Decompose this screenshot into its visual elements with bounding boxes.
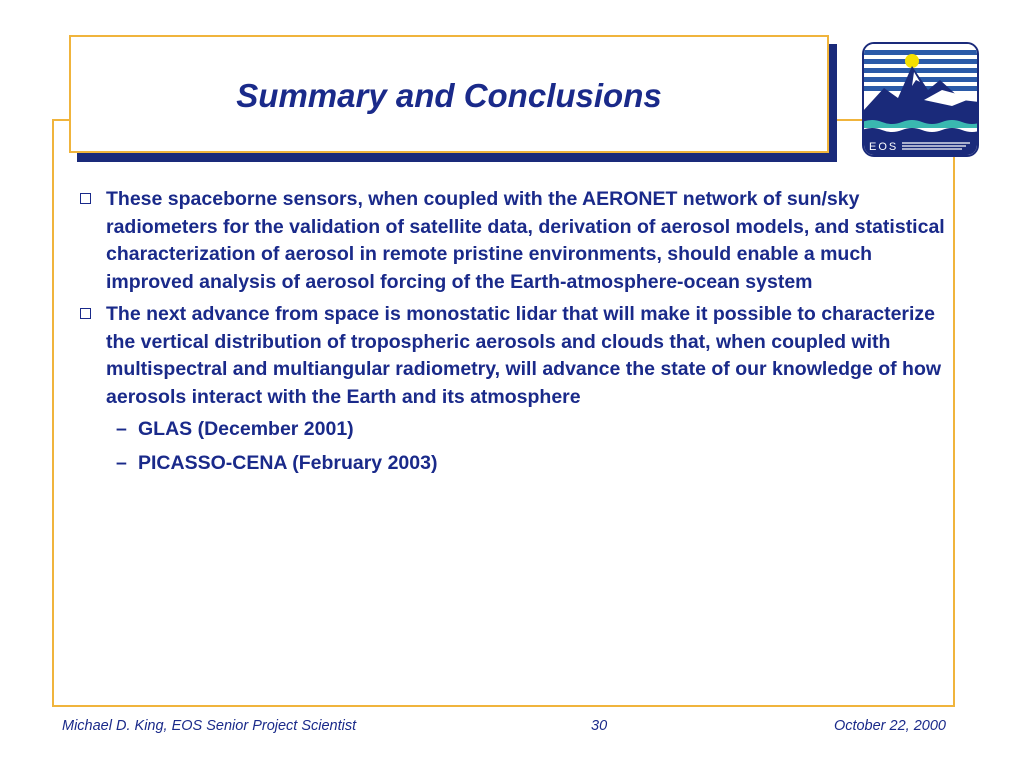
sub-bullet-item xyxy=(78,450,948,478)
sub-bullet-text: PICASSO-CENA (February 2003) xyxy=(138,451,438,474)
title-box xyxy=(69,35,829,153)
checkbox-bullet-icon xyxy=(80,308,91,319)
eos-logo xyxy=(862,42,979,157)
slide-title: Summary and Conclusions xyxy=(236,77,662,114)
checkbox-bullet-icon xyxy=(80,193,91,204)
sun-icon xyxy=(905,54,919,68)
dash-marker: – xyxy=(116,451,127,474)
dash-marker: – xyxy=(116,418,127,440)
bullet-text: The next advance from space is monostatic lidar that will make it possible to characterize the vertical distribution of tropospheric aerosols and clouds that, when coupled with multispectral and multiangular radiometry, will advance the state of our knowledge of how aerosols interact with the Earth and its atmosphere xyxy=(106,303,942,408)
footer-date: October 22, 2000 xyxy=(833,718,946,734)
bullet-text: These spaceborne sensors, when coupled with the AERONET network of sun/sky radiometers for the validation of satellite data, derivation of aerosol models, and statistical characterization of aerosol in remote pristine environments, should enable a much improved analysis of aerosol forcing of the Earth-atmosphere-ocean system xyxy=(106,188,945,293)
footer-page-number: 30 xyxy=(591,718,608,734)
logo-text: EOS xyxy=(869,141,899,153)
sub-bullet-text: GLAS (December 2001) xyxy=(138,418,354,440)
bullet-item xyxy=(78,186,948,296)
sub-bullet-item xyxy=(78,416,948,444)
bullet-list xyxy=(78,186,948,483)
footer-author: Michael D. King, EOS Senior Project Scientist xyxy=(62,718,357,734)
bullet-item xyxy=(78,301,948,411)
